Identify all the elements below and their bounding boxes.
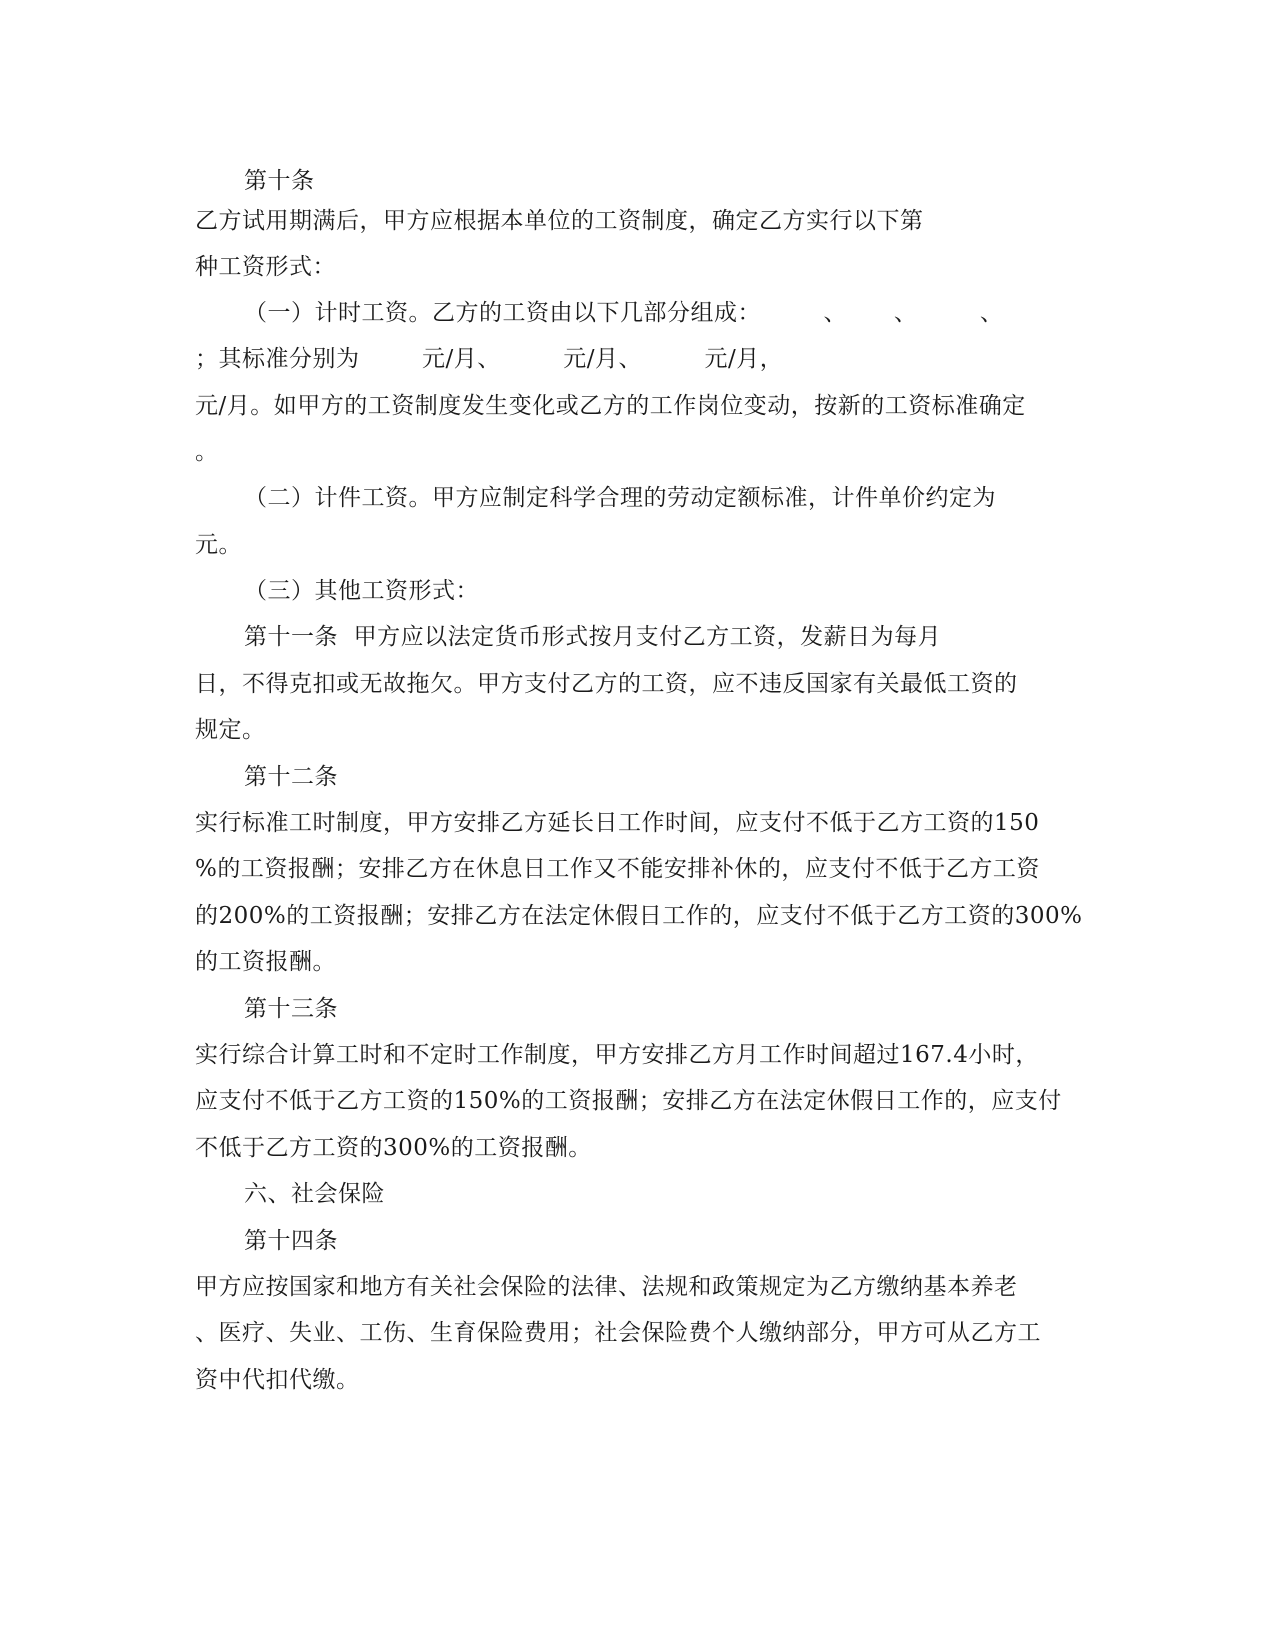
article-13-heading: 第十三条 <box>244 996 338 1022</box>
article-14-heading: 第十四条 <box>244 1228 338 1254</box>
paragraph-line: 应支付不低于乙方工资的150%的工资报酬；安排乙方在法定休假日工作的，应支付 <box>195 1088 1062 1114</box>
paragraph-line: 种工资形式： <box>195 254 336 280</box>
paragraph-line: 乙方试用期满后，甲方应根据本单位的工资制度，确定乙方实行以下第 <box>195 208 924 234</box>
paragraph-line: 日，不得克扣或无故拖欠。甲方支付乙方的工资，应不违反国家有关最低工资的 <box>195 671 1018 697</box>
clause-other-wage: （三）其他工资形式： <box>244 578 479 604</box>
section-6-heading: 六、社会保险 <box>244 1181 385 1207</box>
paragraph-line: 元/月。如甲方的工资制度发生变化或乙方的工作岗位变动，按新的工资标准确定 <box>195 393 1026 419</box>
paragraph-line: 不低于乙方工资的300%的工资报酬。 <box>195 1135 592 1161</box>
paragraph-line: 。 <box>195 439 219 465</box>
article-11-heading: 第十一条 甲方应以法定货币形式按月支付乙方工资，发薪日为每月 <box>244 624 942 650</box>
paragraph-line: 甲方应按国家和地方有关社会保险的法律、法规和政策规定为乙方缴纳基本养老 <box>195 1274 1018 1300</box>
paragraph-line: %的工资报酬；安排乙方在休息日工作又不能安排补休的，应支付不低于乙方工资 <box>195 856 1040 882</box>
paragraph-line: 的200%的工资报酬；安排乙方在法定休假日工作的，应支付不低于乙方工资的300% <box>195 903 1083 929</box>
paragraph-line: 元。 <box>195 532 242 558</box>
clause-hourly-wage: （一）计时工资。乙方的工资由以下几部分组成： 、 、 、 <box>244 300 1004 326</box>
paragraph-line: 实行标准工时制度，甲方安排乙方延长日工作时间，应支付不低于乙方工资的150 <box>195 810 1040 836</box>
article-12-heading: 第十二条 <box>244 764 338 790</box>
paragraph-line: 资中代扣代缴。 <box>195 1367 360 1393</box>
paragraph-line: 实行综合计算工时和不定时工作制度，甲方安排乙方月工作时间超过167.4小时， <box>195 1042 1039 1068</box>
paragraph-line: 规定。 <box>195 717 266 743</box>
clause-piece-wage: （二）计件工资。甲方应制定科学合理的劳动定额标准，计件单价约定为 <box>244 485 996 511</box>
paragraph-line: 、医疗、失业、工伤、生育保险费用；社会保险费个人缴纳部分，甲方可从乙方工 <box>195 1320 1041 1346</box>
paragraph-line: 的工资报酬。 <box>195 949 336 975</box>
paragraph-line: ；其标准分别为 元/月、 元/月、 元/月， <box>195 346 784 372</box>
article-10-heading: 第十条 <box>244 168 315 194</box>
